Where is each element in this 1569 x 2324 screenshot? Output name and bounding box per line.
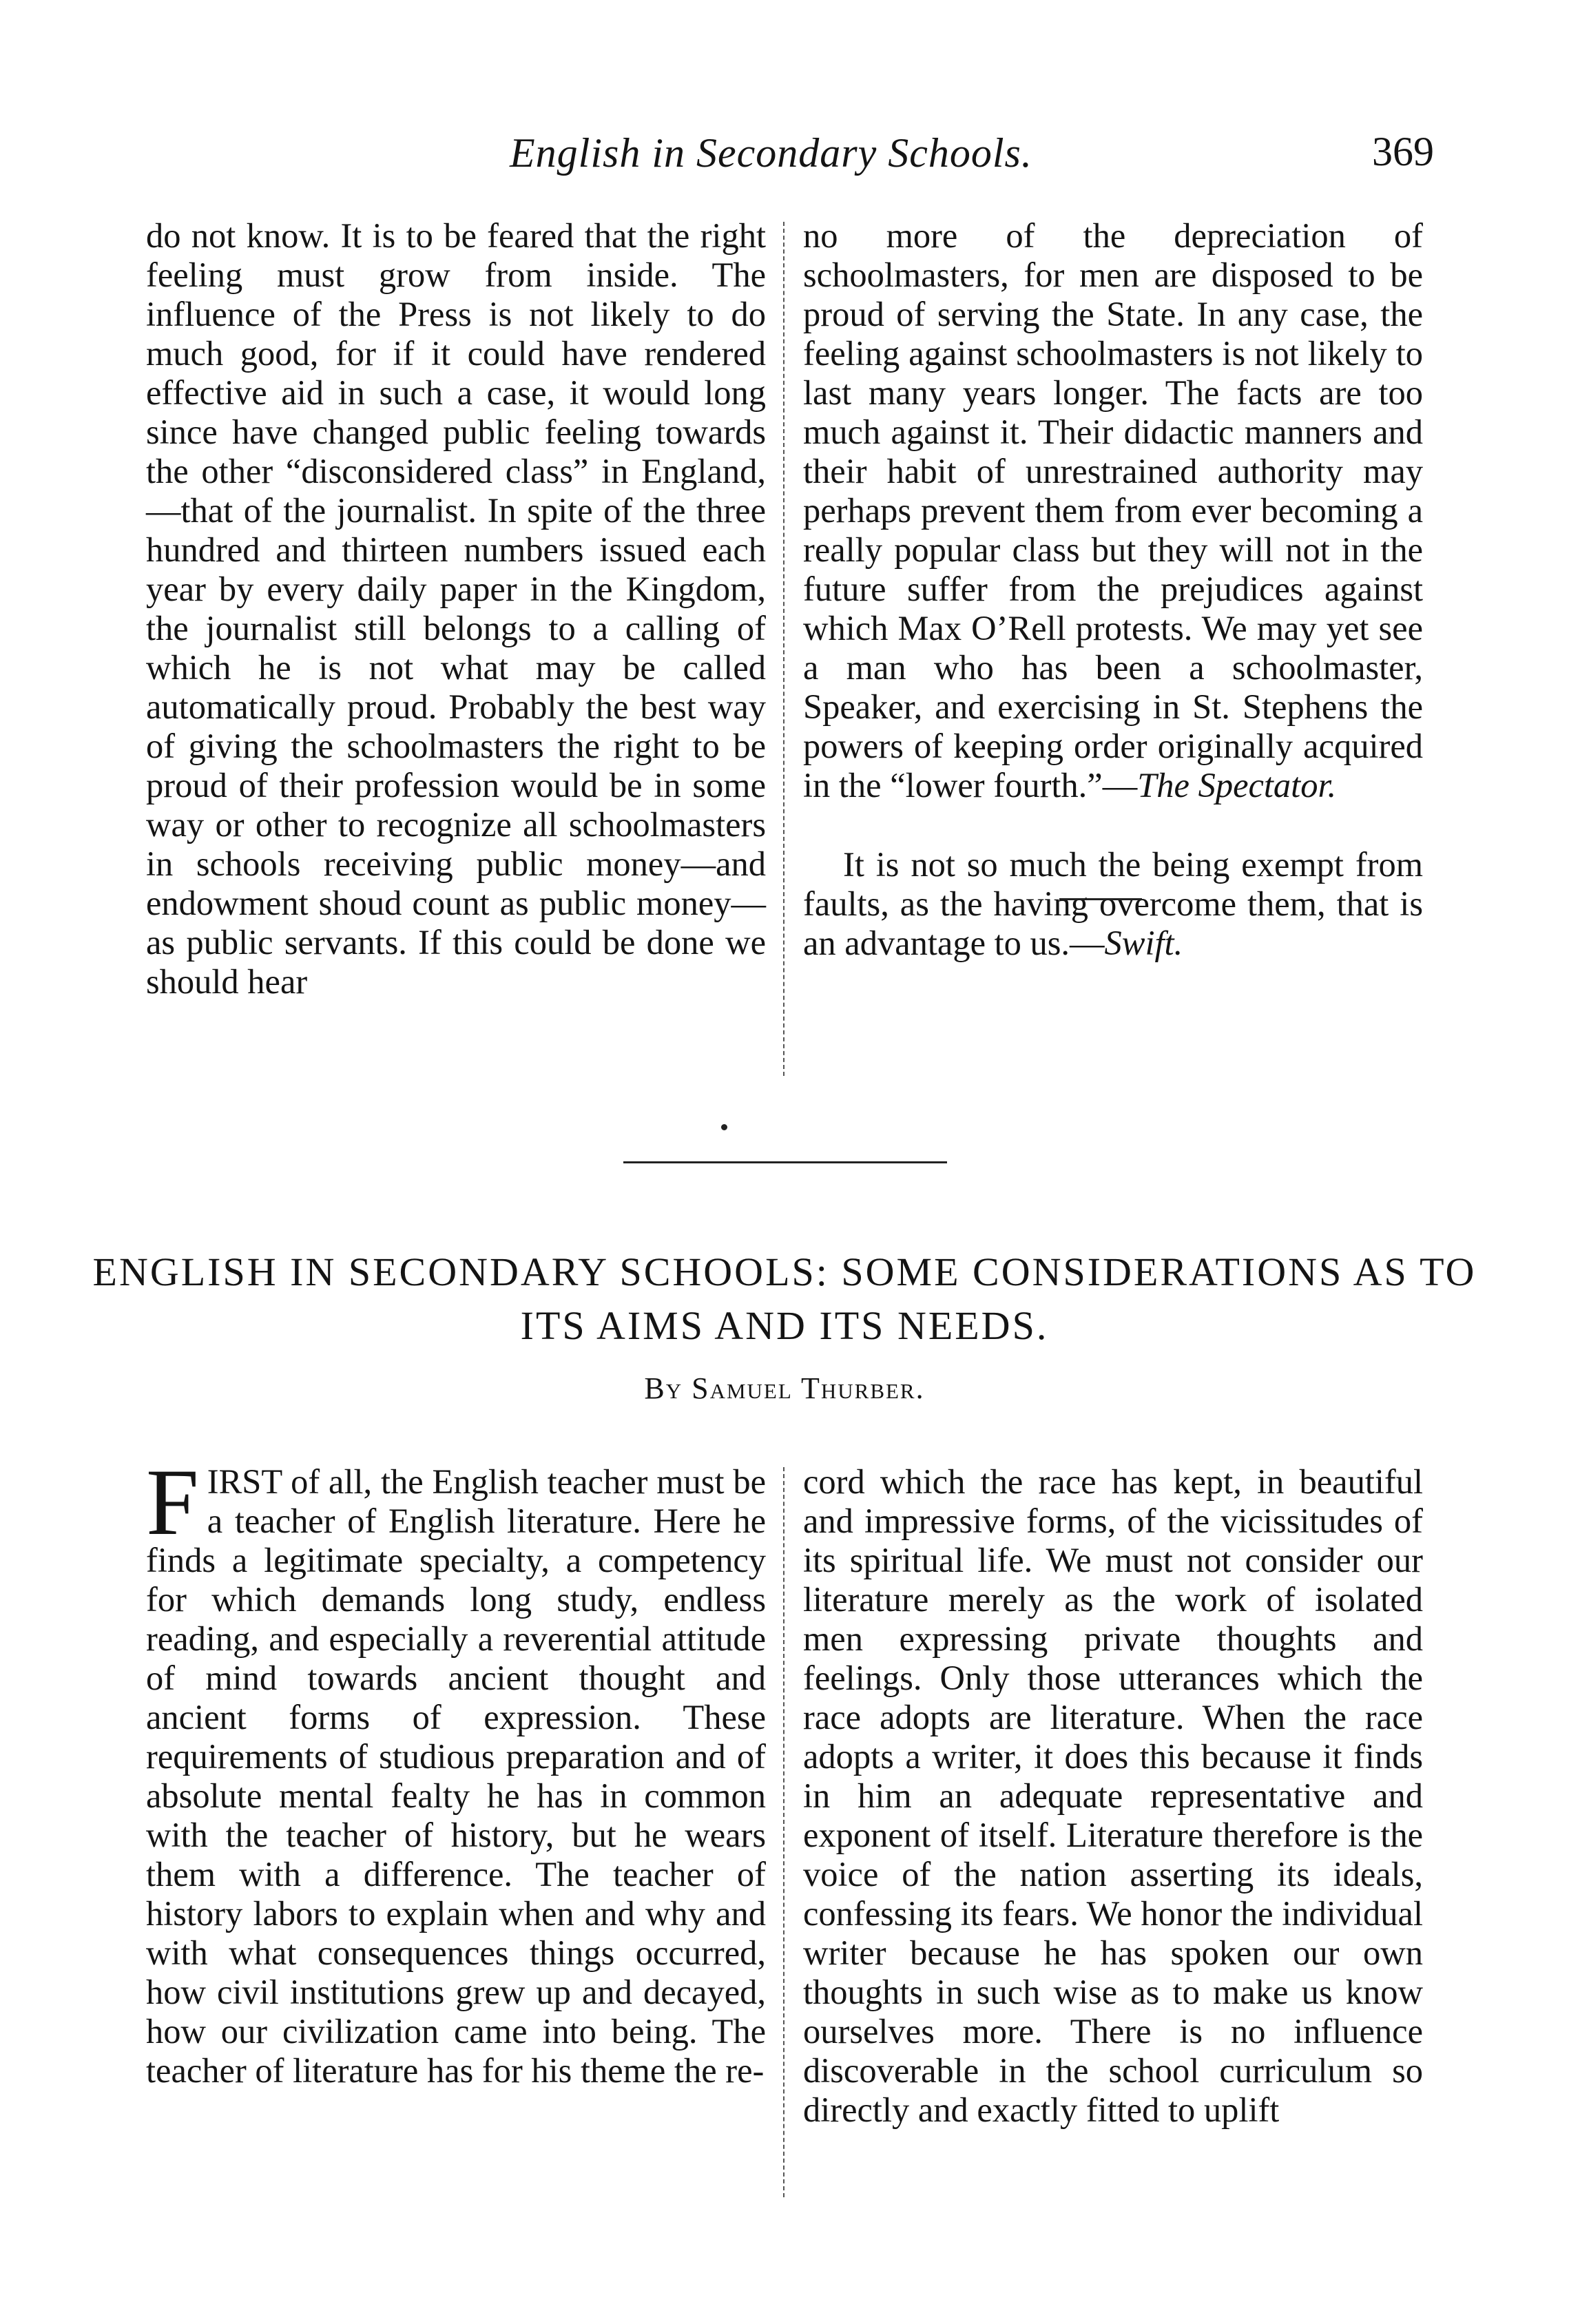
paragraph: do not know. It is to be feared that the right feeling must grow from inside. The influence of the Press is not likely to do much good, for if it could have rendered effective aid in such a case, it would long since have changed public feeling towards the other “disconsidered class” in England,—that of the journalist. In spite of the three hundred and thirteen numbers issued each year by every daily paper in the Kingdom, the journalist still belongs to a calling of which he is not what may be called automatically proud. Probably the best way of giving the schoolmasters the right to be proud of their profession would be in some way or other to recognize all schoolmasters in schools receiving public money—and endowment shoud count as public money—as public servants. If this could be done we should hear [146,216,766,1001]
article-left-column [146,1449,766,2090]
short-divider [1059,898,1142,900]
paragraph: cord which the race has kept, in beautiful and impressive forms, of the vicissitudes of its spiritual life. We must not consider our literature merely as the work of isolated men expressing private thoughts and feelings. Only those utterances which the race adopts are literature. When the race adopts a writer, it does this because it finds in him an adequate representative and exponent of itself. Literature therefore is the voice of the nation asserting its ideals, confessing its fears. We honor the individual writer because he has spoken our own thoughts in such wise as to make us know ourselves more. There is no influence discoverable in the school curriculum so directly and exactly fitted to uplift [803,1462,1423,2129]
paragraph [146,1449,766,2090]
section-divider [623,1161,947,1163]
source-attribution: The Spectator. [1137,766,1337,805]
article-right-column [803,1462,1423,2130]
paragraph [803,216,1423,805]
drop-cap: F [146,1449,199,1555]
ornament-dot [721,1124,727,1130]
byline: By Samuel Thurber. [644,1371,925,1405]
previous-article-left-column [146,216,766,1002]
quote-text: It is not so much the being exempt from faults, as the having overcome them, that is an advantage to us.— [803,845,1423,962]
paragraph-text: IRST of all, the English teacher must be a teacher of English literature. Here he finds a legitimate specialty, a competency for which demands long study, endless reading, and especially a reverential attitude of mind towards ancient thought and ancient forms of expression. These requirements of studious preparation and of absolute mental fealty he has in common with the teacher of history, but he wears them with a difference. The teacher of history labors to explain when and why and with what consequences things occurred, how civil institutions grew up and decayed, how our civilization came into being. The teacher of literature has for his theme the re- [146,1462,766,2090]
column-divider [783,222,784,1076]
running-head: English in Secondary Schools. [510,130,1032,176]
page-number: 369 [1372,129,1434,174]
previous-article-right-column [803,216,1423,963]
article-title: ENGLISH IN SECONDARY SCHOOLS: SOME CONSIDERATIONS AS TO ITS AIMS AND ITS NEEDS. [92,1249,1477,1348]
paragraph-text: no more of the depreciation of schoolmasters, for men are disposed to be proud of serving the State. In any case, the feeling against schoolmasters is not likely to last many years longer. The facts are too much against it. Their didactic manners and their habit of unrestrained authority may perhaps prevent them from ever becoming a really popular class but they will not in the future suffer from the prejudices against which Max O’Rell protests. We may yet see a man who has been a schoolmaster, Speaker, and exercising in St. Stephens the powers of keeping order originally acquired in the “lower fourth.”— [803,216,1423,805]
column-divider [783,1467,784,2197]
quote-paragraph [803,845,1423,963]
quote-author: Swift. [1104,924,1183,962]
